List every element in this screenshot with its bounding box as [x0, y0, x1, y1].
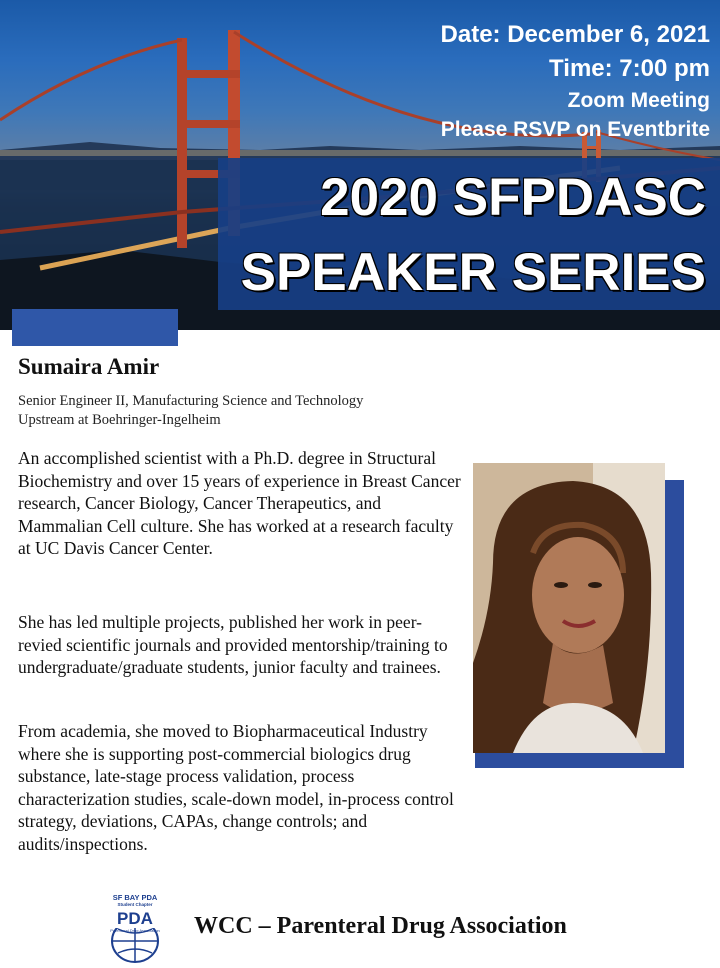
svg-text:SF BAY PDA: SF BAY PDA: [112, 893, 158, 902]
svg-text:Student Chapter: Student Chapter: [117, 902, 153, 907]
bio-paragraph-3: From academia, she moved to Biopharmaceutical Industry where she is supporting post-commercial biologics drug substance, late-stage process validation, process characterization studies, scale-down model, in-process control strategy, deviations, CAPAs, change controls; and audits/inspections.: [18, 721, 454, 854]
bio-paragraph-1: An accomplished scientist with a Ph.D. degree in Structural Biochemistry and over 15 years of experience in Breast Cancer research, Cancer Biology, Cancer Therapeutics, and Mammalian Cell culture. She has worked at a research faculty at UC Davis Cancer Center.: [18, 448, 461, 558]
event-time: Time: 7:00 pm: [549, 55, 710, 82]
svg-text:PDA: PDA: [117, 909, 153, 928]
pda-logo: [104, 893, 166, 963]
footer-organization: WCC – Parenteral Drug Association: [194, 913, 567, 939]
speaker-role-line-1: Senior Engineer II, Manufacturing Science and Technology: [18, 393, 364, 409]
page-title-line-1: 2020 SFPDASC: [320, 168, 706, 227]
svg-text:Parenteral Drug Association: Parenteral Drug Association: [110, 928, 160, 933]
page-title-line-2: SPEAKER SERIES: [240, 243, 706, 302]
speaker-photo: [473, 463, 665, 753]
speaker-role-line-2: Upstream at Boehringer-Ingelheim: [18, 412, 221, 428]
speaker-role: [18, 392, 458, 430]
speaker-portrait: [473, 463, 665, 753]
event-rsvp: Please RSVP on Eventbrite: [440, 118, 710, 141]
event-date: Date: December 6, 2021: [440, 21, 710, 48]
accent-bar: [12, 309, 178, 346]
bio-paragraph-2: She has led multiple projects, published her work in peer-revied scientific journals and provided mentorship/training to undergraduate/graduate students, junior faculty and trainees.: [18, 612, 448, 677]
event-format: Zoom Meeting: [567, 89, 710, 112]
pda-globe-icon: [104, 893, 166, 963]
event-info: [441, 18, 710, 144]
header-banner: [0, 0, 720, 330]
speaker-name: Sumaira Amir: [18, 354, 160, 379]
